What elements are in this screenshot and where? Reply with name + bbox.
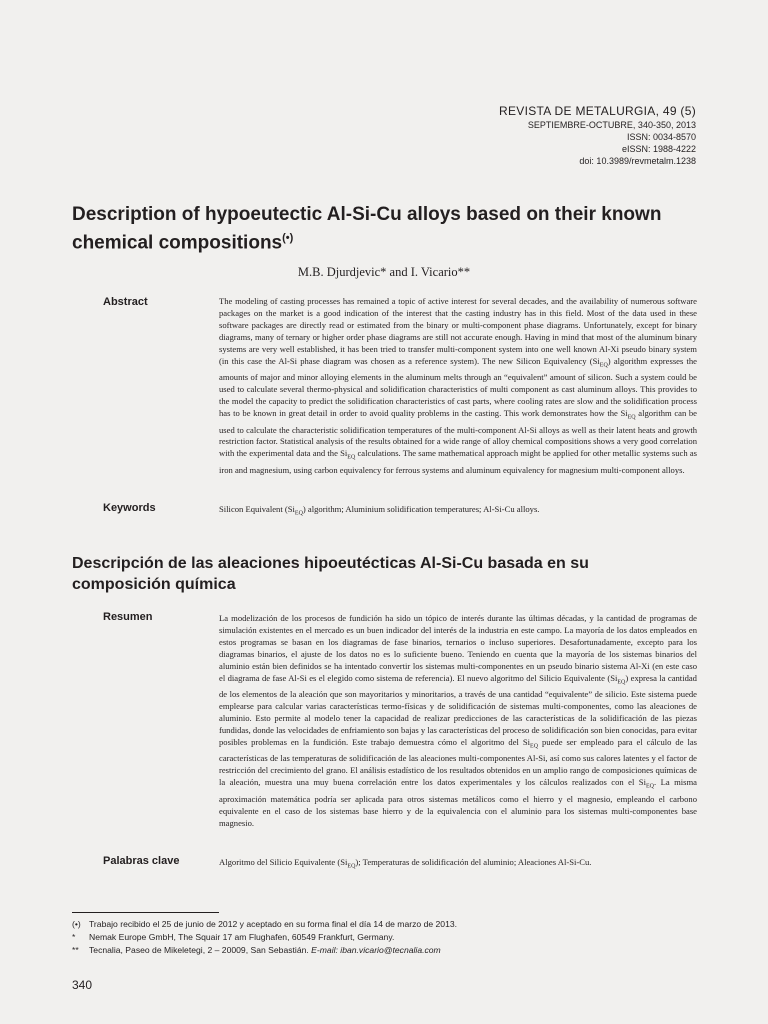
abstract-sub2: EQ (627, 414, 636, 421)
resumen-label: Resumen (103, 611, 153, 623)
footnote-text: Trabajo recibido el 25 de junio de 2012 y aceptado en su forma final el día 14 de marzo de 2013. (89, 919, 458, 929)
journal-eissn: eISSN: 1988-4222 (621, 144, 696, 154)
resumen-sub3: EQ (645, 783, 654, 790)
journal-header (499, 103, 696, 167)
title-en-line1: Description of hypoeutectic Al-Si-Cu alloys based on their known (72, 204, 662, 225)
palabras-label: Palabras clave (103, 855, 180, 867)
keywords-label: Keywords (103, 502, 156, 514)
abstract-part1: The modeling of casting processes has remained a topic of active interest for several decades, and the availability of numerous software packages on the market is a good indication of the interest that the casting industry has in this field. Most of the data used in these software packages are directly read or estimated from the binary or multi-component phase diagrams. Unfortunately, except for binary diagrams, many of ternary or higher order phase diagrams are still not accurate enough. Having in mind that most of the aluminum binary systems are very well established, it has been tried to transfer multi-component system into one well known Al-Xi pseudo binary system (in this case the Al-Si phase diagram was chosen as a reference system). The new Silicon Equivalency (Si (219, 296, 697, 366)
title-en-line2 (72, 227, 712, 255)
article-title-en (72, 204, 712, 254)
keywords-part2: ) algorithm; Aluminium solidification temperatures; Al-Si-Cu alloys. (302, 504, 540, 514)
author-email-link[interactable]: E-mail: iban.vicario@tecnalia.com (311, 945, 441, 955)
footnote-affiliation-2 (72, 944, 712, 956)
palabras-part2: ); Temperaturas de solidificación del aluminio; Aleaciones Al-Si-Cu. (355, 857, 592, 867)
journal-doi: doi: 10.3989/revmetalm.1238 (579, 156, 696, 166)
title-footnote-mark: (•) (282, 231, 294, 244)
abstract-part2: ) algorithm expresses the amounts of major and minor alloying elements in the aluminum melts through an “equivalent” amount of silicon. Such a system could be used to calculate several thermo-physical and solidification characteristics of multi component as cast aluminum alloys. This provides to the model the capacity to predict the solidification characteristics of cast parts, where cooling rates are slow and the solidification process has to be known in great detail in order to avoid quality problems in the casting. This work demonstrates how the Si (219, 355, 697, 418)
footnote-received (72, 918, 712, 930)
resumen-part1: La modelización de los procesos de fundición ha sido un tópico de interés durante las últimas décadas, y la cantidad de programas de simulación existentes en el mercado es un buen indicador del interés de la industria en este campo. La mayoría de los datos empleados en estos programas se basan en los diagramas de fase binarios, ternarios o incluso superiores. Desafortunadamente, excepto para los diagramas binarios, el ajuste de los datos no es lo suficiente bueno. Teniendo en cuenta que la mayoría de los sistemas binarios del aluminio están bien definidos se ha intentado convertir los sistemas multi-componentes en un pseudo binario sistema Al-Xi (en este caso el diagrama de fase Al-Si es el elegido como sistema de referencia). El nuevo algoritmo del Silicio Equivalente (Si (219, 613, 697, 683)
footnote-text: Tecnalia, Paseo de Mikeletegi, 2 – 20009, San Sebastián. (89, 945, 312, 955)
title-es-line1: Descripción de las aleaciones hipoeutécticas Al-Si-Cu basada en su (72, 555, 589, 572)
palabras-text (219, 857, 697, 874)
footnote-rule (72, 912, 219, 913)
journal-name: REVISTA DE METALURGIA, 49 (5) (499, 104, 696, 118)
footnote-affiliation-1 (72, 931, 712, 943)
resumen-text (219, 613, 697, 830)
journal-issue: SEPTIEMBRE-OCTUBRE, 340-350, 2013 (527, 120, 696, 130)
footnote-mark: * (72, 932, 76, 942)
footnote-text: Nemak Europe GmbH, The Squair 17 am Flughafen, 60549 Frankfurt, Germany. (89, 932, 395, 942)
abstract-part4: calculations. The same mathematical approach might be applied for other metallic systems such as iron and magnesium, using carbon equivalency for ferrous systems and aluminum equivalency for magnesium multi-component alloys. (219, 448, 697, 475)
resumen-part4: . La misma aproximación matemática podría ser aplicada para otros sistemas metálicos como el hierro y el magnesio, empleando el carbono equivalente en el caso de los sistemas base hierro y de la equivalencia con el aluminio para los sistemas multi-componentes base magnesio. (219, 777, 697, 828)
title-en-line2-text: chemical compositions (72, 231, 283, 253)
resumen-sub2: EQ (530, 743, 539, 750)
keywords-part1: Silicon Equivalent (Si (219, 504, 295, 514)
resumen-sub1: EQ (617, 679, 626, 686)
palabras-part1: Algoritmo del Silicio Equivalente (Si (219, 857, 348, 867)
keywords-sub: EQ (294, 510, 303, 517)
title-es-line2: composición química (72, 576, 236, 593)
keywords-text (219, 504, 697, 521)
palabras-sub: EQ (347, 863, 356, 870)
abstract-sub1: EQ (599, 362, 608, 369)
authors: M.B. Djurdjevic* and I. Vicario** (297, 265, 471, 279)
article-title-es (72, 553, 712, 595)
page-number: 340 (72, 978, 93, 992)
resumen-part3: puede ser empleado para el cálculo de las características de las temperaturas de solidificación de las aleaciones multi-componentes Al-Si, así como sus calores latentes y el factor de restricción del crecimiento del grano. El análisis estadístico de los resultados obtenidos en un amplio rango de composiciones químicas de la aleación, muestra una muy buena correlación entre los datos experimentales y los cálculos realizados con el Si (219, 736, 698, 788)
footnote-mark: ** (72, 945, 79, 955)
abstract-text (219, 296, 697, 477)
footnote-mark: (•) (72, 919, 81, 929)
resumen-part2: ) expresa la cantidad de los elementos de la aleación que son mayoritarios y minoritarios, a través de una cantidad “equivalente” de silicio. Este sistema puede emplearse para calcular varias características termo-físicas y de solidificación de sistemas multi-componentes, como las aleaciones de aluminio. Esto permite al modelo tener la capacidad de realizar predicciones de las características de la solidificación de las piezas fundidas, donde las velocidades de enfriamiento son bajas y las características del proceso de solidificación son bien conocidas, para evitar posibles problemas en la fundición. Este trabajo demuestra cómo el algoritmo del Si (219, 672, 697, 747)
abstract-label: Abstract (103, 296, 148, 308)
abstract-part3: algorithm can be used to calculate the characteristic solidification temperatures of the multi-component Al-Si alloys as well as their latent heats and growth restriction factor. Statistical analysis of the results obtained for a wide range of alloy chemical compositions shows a very good correlation with the experimental data and the Si (219, 407, 697, 459)
abstract-sub3: EQ (347, 455, 356, 462)
journal-issn: ISSN: 0034-8570 (626, 132, 696, 142)
